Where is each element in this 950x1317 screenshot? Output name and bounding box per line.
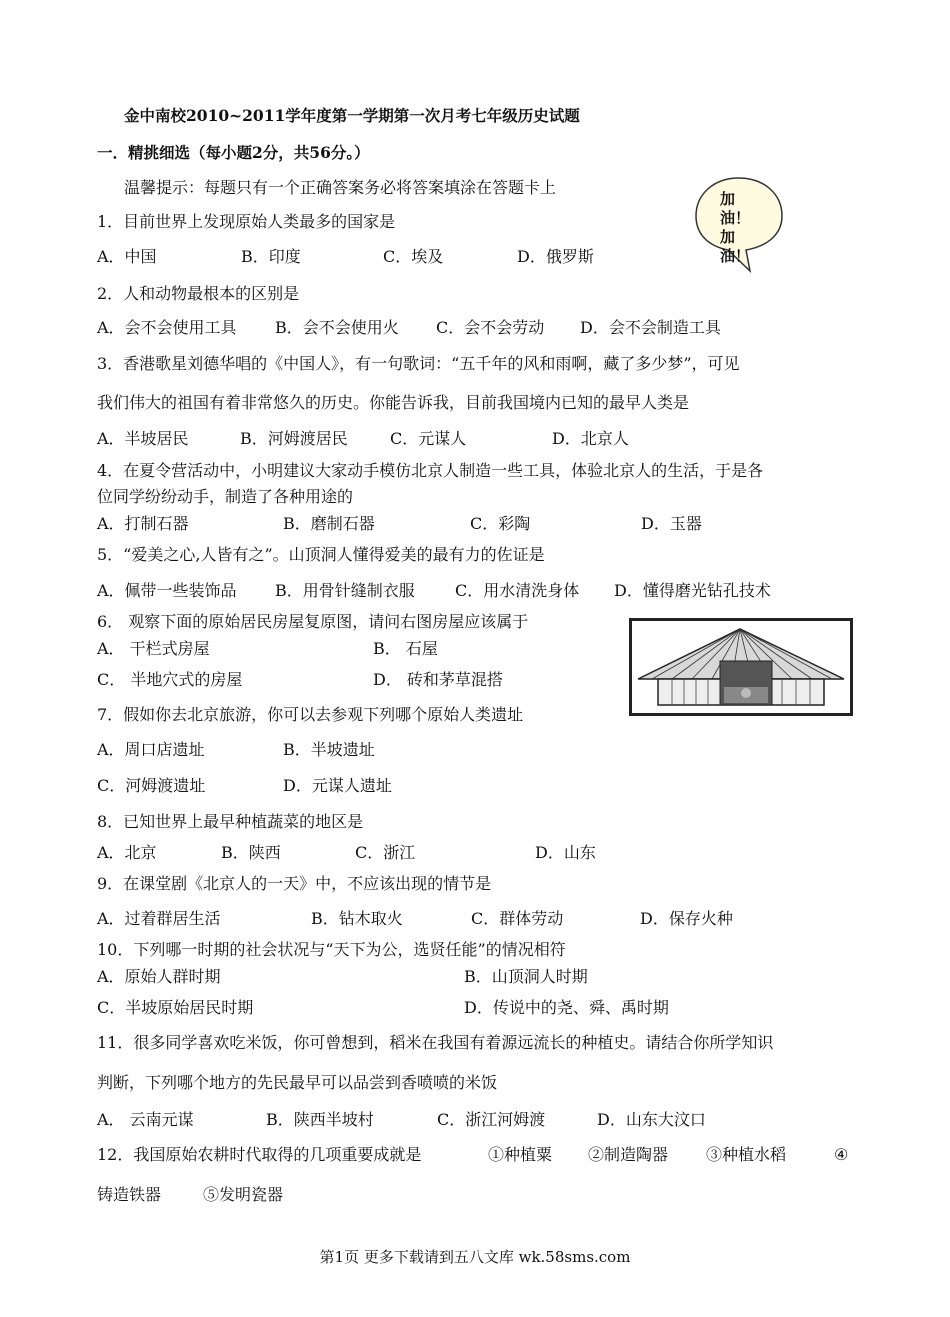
exam-title: 金中南校2010~2011学年度第一学期第一次月考七年级历史试题 <box>124 106 580 125</box>
q6-stem: 6． 观察下面的原始居民房屋复原图，请问右图房屋应该属于 <box>97 612 529 631</box>
q7-option-a: A．周口店遗址 <box>97 740 205 759</box>
q11-option-a: A． 云南元谋 <box>97 1110 194 1129</box>
q6-option-b: B． 石屋 <box>373 639 438 658</box>
q6-option-c: C． 半地穴式的房屋 <box>97 670 243 689</box>
q3-stem-line1: 3．香港歌星刘德华唱的《中国人》，有一句歌词：“五千年的风和雨啊，藏了多少梦”，可见 <box>97 354 740 373</box>
q9-option-d: D．保存火种 <box>640 909 733 928</box>
q5-option-a: A．佩带一些装饰品 <box>97 581 237 600</box>
q5-option-c: C．用水清洗身体 <box>455 581 580 600</box>
q9-option-a: A．过着群居生活 <box>97 909 221 928</box>
q1-option-b: B．印度 <box>241 247 301 266</box>
q11-option-b: B．陕西半坡村 <box>266 1110 374 1129</box>
q1-option-c: C．埃及 <box>383 247 444 266</box>
q2-option-d: D．会不会制造工具 <box>580 318 721 337</box>
q4-option-b: B．磨制石器 <box>283 514 375 533</box>
q12-stem: 12．我国原始农耕时代取得的几项重要成就是 <box>97 1145 422 1164</box>
q7-option-b: B．半坡遗址 <box>283 740 375 759</box>
q3-stem-line2: 我们伟大的祖国有着非常悠久的历史。你能告诉我，目前我国境内已知的最早人类是 <box>97 393 690 412</box>
q8-option-b: B．陕西 <box>221 843 281 862</box>
q9-option-b: B．钻木取火 <box>311 909 403 928</box>
q2-option-b: B．会不会使用火 <box>275 318 399 337</box>
page-footer: 第1页 更多下载请到五八文库 wk.58sms.com <box>319 1248 631 1266</box>
q12-item-4-text: 铸造铁器 <box>97 1185 162 1204</box>
q10-option-b: B．山顶洞人时期 <box>464 967 588 986</box>
q9-option-c: C．群体劳动 <box>471 909 564 928</box>
q4-option-a: A．打制石器 <box>97 514 189 533</box>
q8-option-a: A．北京 <box>97 843 157 862</box>
q11-option-d: D．山东大汶口 <box>597 1110 706 1129</box>
q10-option-a: A．原始人群时期 <box>97 967 221 986</box>
q8-option-c: C．浙江 <box>355 843 416 862</box>
q11-option-c: C．浙江河姆渡 <box>437 1110 546 1129</box>
q6-option-a: A． 干栏式房屋 <box>97 639 210 658</box>
tip-text: 温馨提示：每题只有一个正确答案务必将答案填涂在答题卡上 <box>124 178 557 197</box>
q9-stem: 9．在课堂剧《北京人的一天》中，不应该出现的情节是 <box>97 874 492 893</box>
q2-option-c: C．会不会劳动 <box>436 318 545 337</box>
q12-item-2: ②制造陶器 <box>588 1145 669 1164</box>
q2-option-a: A．会不会使用工具 <box>97 318 237 337</box>
q10-option-c: C．半坡原始居民时期 <box>97 998 254 1017</box>
q4-stem-line1: 4．在夏令营活动中，小明建议大家动手模仿北京人制造一些工具，体验北京人的生活，于是各 <box>97 461 764 480</box>
q1-option-a: A．中国 <box>97 247 157 266</box>
q12-item-1: ①种植粟 <box>488 1145 553 1164</box>
q11-stem-line1: 11．很多同学喜欢吃米饭，你可曾想到，稻米在我国有着源远流长的种植史。请结合你所学知识 <box>97 1033 774 1052</box>
q11-stem-line2: 判断，下列哪个地方的先民最早可以品尝到香喷喷的米饭 <box>97 1073 498 1092</box>
hut-illustration <box>629 618 853 716</box>
q12-item-3: ③种植水稻 <box>706 1145 787 1164</box>
q6-option-d: D． 砖和茅草混搭 <box>373 670 503 689</box>
q12-item-4-mark: ④ <box>834 1145 849 1164</box>
q7-option-c: C．河姆渡遗址 <box>97 776 206 795</box>
q4-stem-line2: 位同学纷纷动手，制造了各种用途的 <box>97 487 354 506</box>
q10-option-d: D．传说中的尧、舜、禹时期 <box>464 998 669 1017</box>
q1-option-d: D．俄罗斯 <box>517 247 594 266</box>
q12-item-5: ⑤发明瓷器 <box>203 1185 284 1204</box>
q8-option-d: D．山东 <box>535 843 596 862</box>
q8-stem: 8．已知世界上最早种植蔬菜的地区是 <box>97 812 364 831</box>
q7-option-d: D．元谋人遗址 <box>283 776 392 795</box>
q3-option-d: D．北京人 <box>552 429 629 448</box>
hut-drawing-icon <box>632 621 850 713</box>
q5-option-d: D．懂得磨光钻孔技术 <box>614 581 771 600</box>
q3-option-c: C．元谋人 <box>390 429 467 448</box>
q4-option-c: C．彩陶 <box>470 514 531 533</box>
q1-stem: 1．目前世界上发现原始人类最多的国家是 <box>97 212 396 231</box>
q4-option-d: D．玉器 <box>641 514 702 533</box>
bubble-line-2: 加油！ <box>720 228 751 265</box>
bubble-line-1: 加油！ <box>720 190 751 227</box>
q3-option-a: A．半坡居民 <box>97 429 189 448</box>
q5-stem: 5．“爱美之心,人皆有之”。山顶洞人懂得爱美的最有力的佐证是 <box>97 545 545 564</box>
q2-stem: 2．人和动物最根本的区别是 <box>97 284 300 303</box>
q3-option-b: B．河姆渡居民 <box>240 429 348 448</box>
bubble-text <box>720 190 760 266</box>
q5-option-b: B．用骨针缝制衣服 <box>275 581 415 600</box>
q7-stem: 7．假如你去北京旅游，你可以去参观下列哪个原始人类遗址 <box>97 705 524 724</box>
section-heading: 一．精挑细选（每小题2分，共56分。） <box>97 143 370 162</box>
q10-stem: 10．下列哪一时期的社会状况与“天下为公，选贤任能”的情况相符 <box>97 940 566 959</box>
